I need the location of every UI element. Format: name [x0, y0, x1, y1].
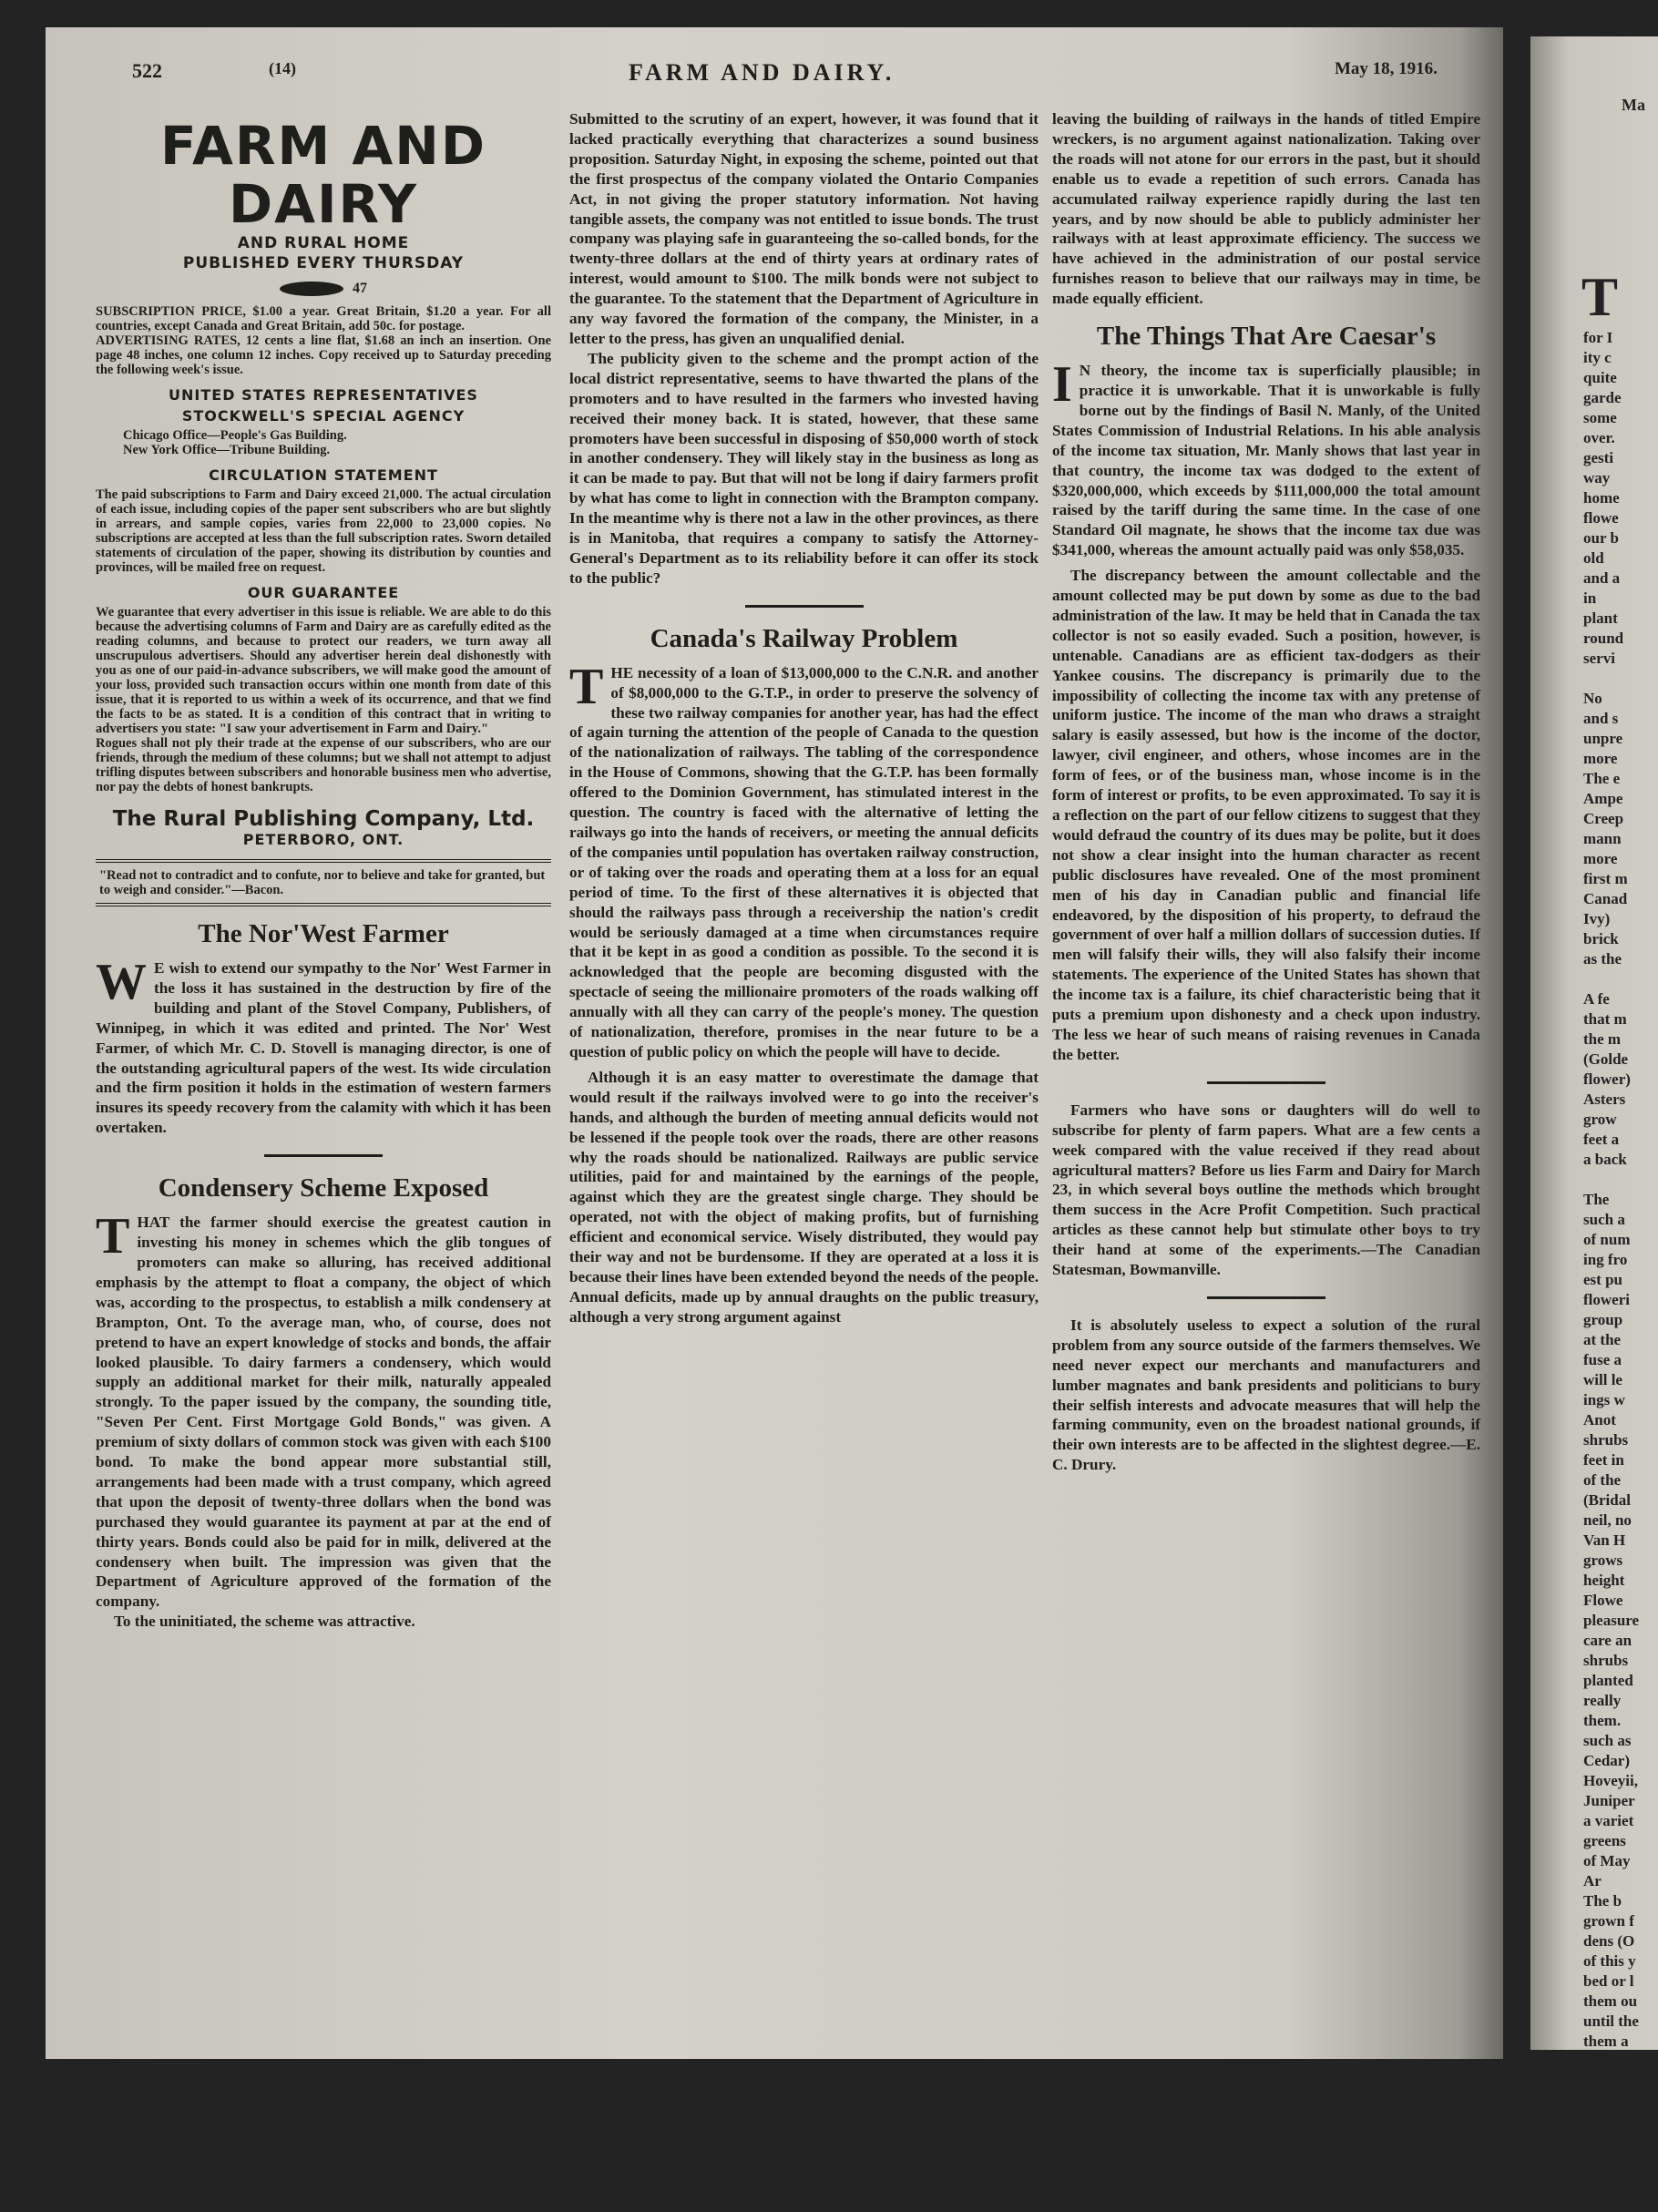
adjacent-page-lines	[1530, 328, 1658, 2212]
column-3	[1052, 109, 1480, 1475]
adjacent-page-line: and s	[1583, 710, 1619, 727]
adjacent-page-line: home	[1583, 489, 1620, 507]
adjacent-page-edge	[1530, 36, 1658, 2210]
adjacent-page-line: ing fro	[1583, 1251, 1628, 1268]
adjacent-page-line: ings w	[1583, 1391, 1625, 1408]
article-continued-paragraph: leaving the building of railways in the hands of titled Empire wreckers, is no argument against nationalization. Taking over the roads will not atone for our errors in the past, but it should enable us to evade a repetition of such errors. Canada has accumulated railway experience rapidly during the last ten years, and by now should be able to publicly administer her railways with at least approximate efficiency. The success we have achieved in the administration of our postal service furnishes reason to believe that our railways may in time, be made equally efficient.	[1052, 110, 1480, 308]
adjacent-page-line: more	[1583, 850, 1618, 867]
masthead-ornament	[96, 281, 551, 297]
adjacent-page-line: in	[1583, 589, 1597, 607]
adjacent-page-line: The e	[1583, 770, 1621, 787]
adjacent-page-line: shrubs	[1583, 1652, 1629, 1669]
adjacent-page-line: Juniper	[1583, 1792, 1635, 1809]
section-divider	[1207, 1296, 1325, 1299]
circulation-statement: The paid subscriptions to Farm and Dairy exceed 21,000. The actual circulation of each issue, including copies of the paper sent subscribers who are but slightly in arrears, and sample copies, varies from 22,000 to 23,000 copies. No subscriptions are accepted at less than the full subscription rates. Sworn detailed statements of circulation of the paper, showing its distribution by counties and provinces, will be mailed free on request.	[96, 487, 551, 575]
article-body: N theory, the income tax is superficially plausible; in practice it is unworkable. That it is unworkable is fully borne out by the findings of Basil N. Manly, of the United States Commission of Industrial Relations. In his able analysis of the income tax situation, Mr. Manly shows that last year in that country, the income tax was dodged to the extent of $320,000,000, which exceeds by $111,000,000 the total amount raised by the tariff during the same time. In the case of one Standard Oil magnate, he shows that the income tax due was $341,000, whereas the amount actually paid was only $58,035.	[1052, 362, 1480, 559]
adjacent-drop-cap: T	[1581, 267, 1619, 327]
adjacent-page-line: of the	[1583, 1471, 1622, 1489]
adjacent-page-line: Ivy)	[1583, 910, 1611, 927]
adjacent-page-line: Asters	[1583, 1091, 1626, 1108]
adjacent-page-line: them a	[1583, 2033, 1629, 2050]
adjacent-page-line: more	[1583, 750, 1618, 767]
issue-date: May 18, 1916.	[1335, 59, 1438, 78]
adjacent-page-line: of num	[1583, 1231, 1631, 1248]
farmers-sons-item: Farmers who have sons or daughters will do well to subscribe for plenty of farm papers. What are a few cents a week compared with the value received if they read about agricultural matters? Before us lies Farm and Dairy for March 23, in which several boys outline the methods which brought them success in the Acre Profit Competition. Such practical articles as these cannot help but stimulate other boys to try their hand at some of the experiments.—The Canadian Statesman, Bowmanville.	[1052, 1101, 1480, 1279]
adjacent-page-line: garde	[1583, 389, 1622, 406]
article-paragraph: The discrepancy between the amount collectable and the amount collected may be put down by some as due to the bad administration of the law. It may be held that in Canada the tax collector is not so easily evaded. Such a position, however, is untenable. Canadians are as efficient tax-dodgers as their Yankee cousins. The discrepancy is primarily due to the impossibility of collecting the income tax with any pretense of uniform justice. The income of the man who draws a straight salary is easily assessed, but how is the income of the doctor, lawyer, civil engineer, and others, whose incomes are in the form of fees, or of the business man, whose income is in the form of interest or profits, to be even approximated. To say it is a reflection on the part of our fellow citizens to suggest that they would defraud the country of its dues may be polite, but it does not show a clear insight into the human character as recent public disclosures have revealed. One of the most prominent men of his day in Canadian public and financial life endeavored, by the disposition of his property, to defraud the government of over half a million dollars of succession duties. If men will falsify their wills, they will also falsify their income statements. The experience of the United States has shown that the income tax is a failure, its chief characteristic being that it puts a premium upon dishonesty and a check upon industry. The less we hear of such means of raising revenues in Canada the better.	[1052, 567, 1480, 1063]
bacon-quote: "Read not to contradict and to confute, nor to believe and take for granted, but to weigh and consider."—Bacon.	[96, 859, 551, 906]
ornament-number: 47	[353, 281, 367, 296]
adjacent-page-line: a variet	[1583, 1812, 1634, 1829]
adjacent-page-line: greens	[1583, 1832, 1626, 1849]
masthead	[96, 117, 551, 906]
adjacent-page-line: first m	[1583, 870, 1628, 887]
article-title: The Nor'West Farmer	[198, 919, 449, 948]
adjacent-page-line: them ou	[1583, 1992, 1638, 2010]
adjacent-page-line: dens (O	[1583, 1932, 1635, 1950]
adjacent-page-line: The b	[1583, 1892, 1622, 1910]
adjacent-page-line: of this y	[1583, 1952, 1636, 1970]
adjacent-page-line: plant	[1583, 609, 1618, 627]
article-body: HE necessity of a loan of $13,000,000 to the C.N.R. and another of $8,000,000 to the G.T.P., in order to preserve the solvency of these two railway companies for another year, has had the effect of again turning the attention of the people of Canada to the question of the nationalization of railways. The tabling of the correspondence in the House of Commons, showing that the G.T.P. has been formally offered to the Dominion Government, has stimulated interest in the question. The country is faced with the alternative of letting the railways go into the hands of receivers, or meeting the annual deficits of the companies until population has overtaken railway construction, or of taking over the roads and operating them at a loss for an equal period of time. To the first of these alternatives it is objected that should the railways pass through a receivership the nation's credit would be seriously damaged at a time when circumstances require that it be kept in as good a condition as possible. To the second it is acknowledged that the people are becoming disgusted with the spectacle of seeing the millionaire promoters of the roads walking off annually with all they can carry of the people's money. The question of nationalization, therefore, promises in the near future to be a question of public policy on which the people will have to decide.	[569, 663, 1039, 1060]
adjacent-page-line: way	[1583, 469, 1611, 486]
adjacent-page-line: or stump	[1583, 2153, 1643, 2170]
publisher-name: The Rural Publishing Company, Ltd.	[112, 807, 535, 831]
article-title: The Things That Are Caesar's	[1096, 322, 1437, 352]
adjacent-page-line: round	[1583, 630, 1624, 647]
adjacent-page-line: flower)	[1583, 1070, 1631, 1088]
adjacent-page-line: Cedar)	[1583, 1752, 1630, 1769]
circulation-heading: CIRCULATION STATEMENT	[209, 466, 438, 484]
masthead-title: FARM AND DAIRY	[160, 115, 486, 235]
adjacent-page-line	[1530, 1170, 1658, 1190]
adjacent-page-line: until the	[1583, 2012, 1639, 2030]
article-paragraph: Although it is an easy matter to overestimate the damage that would result if the railways involved were to go into the receiver's hands, and although the burden of meeting annual deficits would not be lessened if the people took over the roads, there are other reasons why the roads should be nationalized. Railways are public service utilities, paid for and maintained by the earnings of the people, against which they are the greatest single charge. They should be operated, not with the object of making profits, but of furnishing efficient and economical service. Wisely distributed, they would pay their way and not be burdensome. If they are operated at a loss it is because their lines have been extended beyond the needs of the people. Annual deficits, made up by annual draughts on the public treasury, although a very strong argument against	[569, 1068, 1039, 1326]
rogues-text: Rogues shall not ply their trade at the expense of our subscribers, who are our friends, through the medium of these columns; but we shall not attempt to adjust trifling disputes between subscribers and honorable business men who advertise, nor pay the debts of honest bankrupts.	[96, 736, 551, 794]
adjacent-page-line: shrubs	[1583, 1431, 1629, 1449]
masthead-tagline: PUBLISHED EVERY THURSDAY	[182, 254, 465, 272]
adjacent-page-line: months	[1583, 2133, 1632, 2150]
adjacent-page-line: feet in	[1583, 1451, 1624, 1469]
column-2	[569, 109, 1039, 1327]
advertising-rates: ADVERTISING RATES, 12 cents a line flat, $1.68 an inch an insertion. One page 48 inches, one column 12 inches. Copy received up to Saturday preceding the following week's issue.	[96, 333, 551, 377]
newspaper-running-title: FARM AND DAIRY.	[629, 59, 896, 86]
adjacent-page-line: brick	[1583, 930, 1619, 947]
adjacent-page-line: over.	[1583, 429, 1615, 446]
guarantee-heading: OUR GUARANTEE	[247, 584, 400, 601]
agency-name: STOCKWELL'S SPECIAL AGENCY	[181, 407, 466, 425]
section-divider	[1207, 1081, 1325, 1084]
adjacent-page-line: for I	[1583, 329, 1613, 346]
adjacent-page-line: them.	[1583, 1712, 1622, 1729]
article-paragraph: The publicity given to the scheme and the prompt action of the local district representative, seems to have thwarted the plans of the promoters and to have resulted in the farmers who invested having received their money back. It is stated, however, that these same promoters have been successful in disposing of $50,000 worth of stock in another condensery. They will likely stay in the business as long as it can be made to pay. But that will not be long if dairy farmers profit by what has come to light in connection with the Brampton company. In the meantime why is there not a law in the other provinces, as there is in Manitoba, that requires a company to satisfy the Attorney-General's Department as to its reliability before it can offer its stock to the public?	[569, 349, 1039, 587]
adjacent-page-line: Van H	[1583, 1531, 1626, 1549]
adjacent-page-line: quite	[1583, 369, 1617, 386]
adjacent-page-line: Flowe	[1583, 1592, 1623, 1609]
adjacent-page-line: (Golde	[1583, 1050, 1629, 1068]
newyork-office: New York Office—Tribune Building.	[123, 443, 331, 457]
newspaper-page	[46, 27, 1503, 2059]
adjacent-page-line: such as	[1583, 1732, 1632, 1749]
adjacent-page-line: servi	[1583, 650, 1615, 667]
adjacent-page-line: care an	[1583, 1632, 1632, 1649]
adjacent-page-line: planted	[1583, 1672, 1633, 1689]
adjacent-page-line: will le	[1583, 1371, 1622, 1388]
adjacent-page-line: Hoveyii,	[1583, 1772, 1638, 1789]
drop-cap: T	[569, 658, 604, 715]
adjacent-page-line: Anot	[1583, 1411, 1616, 1429]
adjacent-page-line: grown f	[1583, 1912, 1634, 1930]
adjacent-page-line: of May	[1583, 1852, 1631, 1869]
adjacent-page-line: the m	[1583, 1030, 1622, 1048]
adjacent-page-line: neil, no	[1583, 1511, 1632, 1529]
adjacent-page-line: such a	[1583, 1211, 1625, 1228]
leaf-ornament-icon	[280, 282, 343, 296]
adjacent-page-line: grows	[1583, 1551, 1623, 1569]
adjacent-page-line: No	[1583, 690, 1602, 707]
section-divider	[264, 1154, 383, 1157]
adjacent-page-line: mann	[1583, 830, 1622, 847]
adjacent-page-line: A fe	[1583, 990, 1610, 1008]
adjacent-page-line: The	[1583, 1191, 1610, 1208]
section-number: (14)	[269, 59, 296, 77]
adjacent-page-line: fuse a	[1583, 1351, 1622, 1368]
masthead-subtitle: AND RURAL HOME	[237, 234, 410, 252]
article-continued-paragraph: Submitted to the scrutiny of an expert, however, it was found that it lacked practically everything that characterizes a sound business proposition. Saturday Night, in exposing the scheme, pointed out that the first prospectus of the company violated the Ontario Companies Act, in not giving the proper statutory information. Not having tangible assets, the company was not entitled to issue bonds. The trust company was playing safe in guaranteeing the so-called bonds, for the twenty-three dollars at the end of thirty years at ordinary rates of interest, would amount to $100. The milk bonds were not subject to the guarantee. To the statement that the Department of Agriculture in any way favored the formation of the company, the Minister, in a letter to the press, has given an unqualified denial.	[569, 110, 1039, 347]
adjacent-page-line: lawn or	[1583, 2173, 1634, 2190]
adjacent-page-line	[1530, 669, 1658, 689]
adjacent-page-line: some cl	[1583, 2193, 1632, 2210]
adjacent-page-line: our b	[1583, 529, 1619, 547]
adjacent-page-line: Ampe	[1583, 790, 1623, 807]
adjacent-page-line: group	[1583, 1311, 1623, 1328]
article-norwest-farmer	[96, 919, 551, 1138]
page-number: 522	[132, 59, 162, 82]
column-1	[96, 109, 551, 1632]
article-body: E wish to extend our sympathy to the Nor' West Farmer in the loss it has sustained in the destruction by fire of the building and plant of the Stovel Company, Publishers, of Winnipeg, in which it was edited and printed. The Nor' West Farmer, of which Mr. C. D. Stovell is managing director, is one of the outstanding agricultural papers of the west. Its wide circulation and the firm position it holds in the estimation of western farmers insures its speedy recovery from the calamity with which it has been overtaken.	[96, 959, 551, 1137]
drop-cap: T	[96, 1208, 130, 1265]
adjacent-page-line: unpre	[1583, 730, 1623, 747]
adjacent-page-line: feet a	[1583, 1131, 1620, 1148]
article-title: Canada's Railway Problem	[650, 623, 958, 653]
adjacent-page-line: some	[1583, 409, 1617, 426]
rural-problem-item: It is absolutely useless to expect a solution of the rural problem from any source outside of the farmers themselves. We need never expect our merchants and manufacturers and lumber magnates and bank presidents and politicians to bury their selfish interests and advocate measures that will help the farming community, even on the broadest national grounds, if their own interests are to be affected in the slightest degree.—E. C. Drury.	[1052, 1316, 1480, 1474]
adjacent-page-line: gesti	[1583, 449, 1614, 466]
drop-cap: W	[96, 954, 147, 1010]
adjacent-page-line: really	[1583, 1692, 1622, 1709]
adjacent-page-line: height	[1583, 1572, 1625, 1589]
article-title: Condensery Scheme Exposed	[158, 1173, 489, 1203]
publisher-place: PETERBORO, ONT.	[242, 831, 404, 848]
adjacent-page-line: est pu	[1583, 1271, 1622, 1288]
adjacent-page-line: at the	[1583, 1331, 1622, 1348]
adjacent-page-line: ity c	[1583, 349, 1612, 366]
article-paragraph: To the uninitiated, the scheme was attractive.	[114, 1613, 415, 1631]
adjacent-page-line: bed or l	[1583, 1972, 1634, 1990]
section-divider	[745, 605, 864, 608]
adjacent-page-line: floweri	[1583, 1291, 1630, 1308]
chicago-office: Chicago Office—People's Gas Building.	[123, 428, 347, 443]
adjacent-page-line: looking	[1583, 2093, 1632, 2110]
subscription-price: SUBSCRIPTION PRICE, $1.00 a year. Great Britain, $1.20 a year. For all countries, except Canada and Great Britain, add 50c. for postage.	[96, 304, 551, 333]
adjacent-page-line: flowe	[1583, 509, 1619, 527]
adjacent-page-line: that m	[1583, 1010, 1627, 1028]
adjacent-page-line: grow	[1583, 1111, 1617, 1128]
adjacent-page-line: Canad	[1583, 890, 1628, 907]
adjacent-page-line: (Bridal	[1583, 1491, 1631, 1509]
adjacent-page-line: lous gro	[1583, 2073, 1636, 2090]
article-things-caesars	[1052, 322, 1480, 1065]
us-representatives-heading: UNITED STATES REPRESENTATIVES	[169, 386, 478, 404]
guarantee-text: We guarantee that every advertiser in this issue is reliable. We are able to do this because the advertising columns of Farm and Dairy are as carefully edited as the reading columns, and because to protect our readers, we turn away all unscrupulous advertisers. Should any advertiser herein deal dishonestly with you as one of our paid-in-advance subscribers, we will make good the amount of your loss, provided such transaction occurs within one month from date of this issue, that it is reported to us within a week of its occurrence, and that we find the facts to be as stated. It is a condition of this contract that in writing to advertisers you state: "I saw your advertisement in Farm and Dairy."	[96, 605, 551, 736]
adjacent-page-line: as the	[1583, 950, 1622, 968]
drop-cap: I	[1052, 356, 1072, 414]
adjacent-page-line: Ar	[1583, 1872, 1602, 1889]
adjacent-page-line: pleasure	[1583, 1612, 1640, 1629]
adjacent-page-line: saucer	[1583, 2113, 1627, 2130]
adjacent-page-line: a back	[1583, 1151, 1627, 1168]
article-condensery-scheme	[96, 1173, 551, 1632]
adjacent-page-line: old	[1583, 549, 1604, 567]
adjacent-page-line	[1530, 969, 1658, 989]
article-body: HAT the farmer should exercise the greatest caution in investing his money in schemes which the glib tongues of promoters can make so alluring, has received additional emphasis by the attempt to float a company, the object of which was, according to the prospectus, to establish a milk condensery at Brampton, Ont. To the average man, who, of course, does not pretend to have an expert knowledge of stocks and bonds, the affair looked plausible. To dairy farmers a condensery, which would supply an additional market for their milk, naturally appealed strongly. To the paper issued by the company, the sounding title, "Seven Per Cent. First Mortgage Gold Bonds," was given. A premium of sixty dollars of common stock was given with each $100 bond. To make the bond appear more substantial still, arrangements had been made with a trust company, which agreed that upon the deposit of twenty-three dollars when the bond was purchased they would guarantee its payment at par at the end of thirty years. Bonds could also be paid for in milk, delivered at the condensery when built. The impression was given that the Department of Agriculture approved of the formation of the company.	[96, 1214, 551, 1611]
adjacent-page-header: Ma	[1622, 96, 1645, 114]
adjacent-page-line: Creep	[1583, 810, 1624, 827]
adjacent-page-line: will be	[1583, 2053, 1627, 2070]
article-railway-problem	[569, 624, 1039, 1327]
adjacent-page-line: and a	[1583, 569, 1621, 587]
